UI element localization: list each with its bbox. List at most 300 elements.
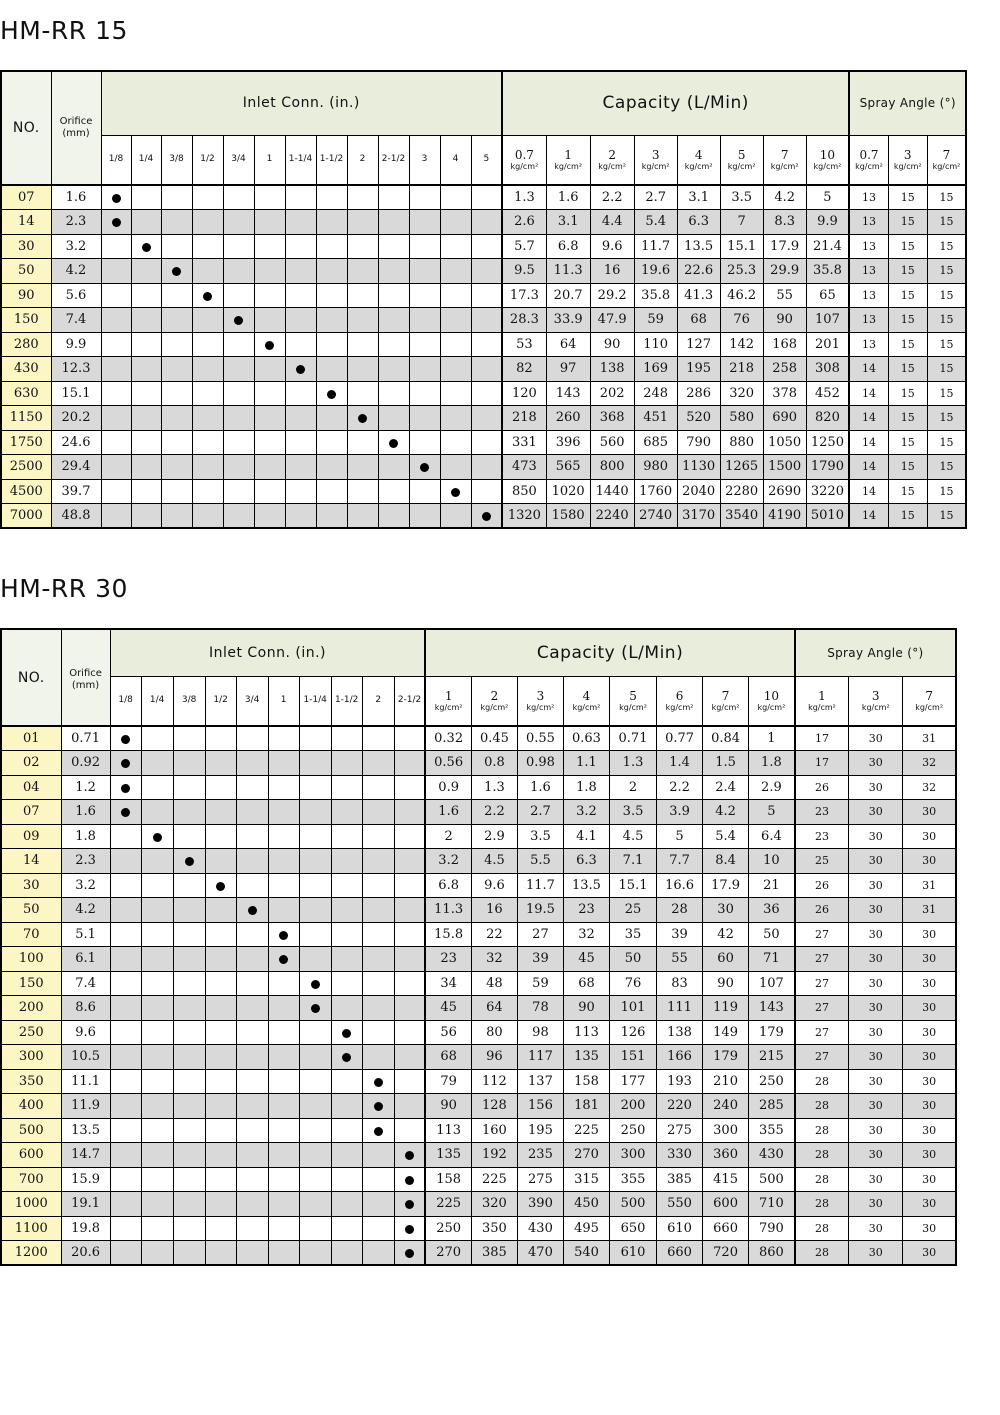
inlet-cell xyxy=(285,504,316,529)
spray-angle-value: 15 xyxy=(927,357,966,382)
inlet-cell xyxy=(131,283,161,308)
table-row xyxy=(1,504,966,529)
inlet-cell xyxy=(236,971,268,996)
inlet-cell xyxy=(141,775,173,800)
orifice-value: 14.7 xyxy=(61,1143,110,1168)
inlet-cell xyxy=(471,479,502,504)
inlet-cell xyxy=(192,283,223,308)
inlet-cell xyxy=(236,1118,268,1143)
inlet-cell xyxy=(378,504,409,529)
orifice-value: 19.8 xyxy=(61,1216,110,1241)
inlet-cell xyxy=(268,775,299,800)
spray-angle-value: 27 xyxy=(795,1045,849,1070)
inlet-cell xyxy=(268,996,299,1021)
capacity-value: 90 xyxy=(425,1094,471,1119)
inlet-cell xyxy=(254,308,285,333)
inlet-cell xyxy=(331,800,362,825)
capacity-value: 1130 xyxy=(677,455,720,480)
spray-angle-value: 14 xyxy=(849,430,888,455)
inlet-selected-dot-icon xyxy=(405,1225,414,1234)
inlet-size-header: 2 xyxy=(347,135,378,185)
capacity-value: 15.1 xyxy=(720,234,763,259)
pressure-value: 7 xyxy=(925,688,933,703)
inlet-cell xyxy=(161,406,192,431)
inlet-cell xyxy=(299,1143,331,1168)
inlet-cell xyxy=(394,1069,425,1094)
model-number: 100 xyxy=(1,947,61,972)
capacity-value: 71 xyxy=(749,947,795,972)
inlet-cell xyxy=(378,381,409,406)
capacity-value: 195 xyxy=(677,357,720,382)
table-row xyxy=(1,1192,956,1217)
capacity-value: 28 xyxy=(657,898,703,923)
inlet-cell xyxy=(223,259,254,284)
pressure-value: 4 xyxy=(582,688,591,703)
header-row-sub xyxy=(1,135,966,185)
inlet-cell xyxy=(285,357,316,382)
inlet-cell xyxy=(192,332,223,357)
table-row xyxy=(1,996,956,1021)
capacity-pressure-header xyxy=(471,676,517,726)
inlet-cell xyxy=(192,185,223,210)
inlet-cell xyxy=(131,430,161,455)
inlet-cell xyxy=(110,1020,141,1045)
capacity-value: 3540 xyxy=(720,504,763,529)
inlet-cell xyxy=(236,1192,268,1217)
capacity-value: 720 xyxy=(703,1241,749,1266)
model-number: 350 xyxy=(1,1069,61,1094)
inlet-cell xyxy=(131,259,161,284)
capacity-value: 137 xyxy=(517,1069,563,1094)
model-number: 14 xyxy=(1,210,51,235)
inlet-cell xyxy=(161,357,192,382)
inlet-cell xyxy=(192,308,223,333)
table-row xyxy=(1,824,956,849)
capacity-value: 160 xyxy=(471,1118,517,1143)
spray-angle-value: 28 xyxy=(795,1143,849,1168)
inlet-cell xyxy=(192,210,223,235)
inlet-cell xyxy=(394,898,425,923)
capacity-value: 79 xyxy=(425,1069,471,1094)
capacity-value: 45 xyxy=(425,996,471,1021)
capacity-value: 9.9 xyxy=(806,210,849,235)
capacity-value: 1050 xyxy=(763,430,806,455)
orifice-value: 9.6 xyxy=(61,1020,110,1045)
capacity-value: 235 xyxy=(517,1143,563,1168)
spray-angle-value: 30 xyxy=(903,1118,956,1143)
capacity-value: 360 xyxy=(703,1143,749,1168)
inlet-cell xyxy=(331,898,362,923)
inlet-cell xyxy=(110,996,141,1021)
capacity-value: 64 xyxy=(546,332,590,357)
capacity-value: 690 xyxy=(763,406,806,431)
inlet-cell xyxy=(299,1118,331,1143)
inlet-cell xyxy=(173,824,205,849)
capacity-pressure-header xyxy=(677,135,720,185)
pressure-unit: kg/cm² xyxy=(434,702,463,712)
inlet-cell xyxy=(362,849,394,874)
pressure-value: 5 xyxy=(629,688,637,703)
inlet-size-header: 1/8 xyxy=(110,676,141,726)
orifice-value: 1.8 xyxy=(61,824,110,849)
inlet-cell xyxy=(141,1069,173,1094)
inlet-cell xyxy=(331,1045,362,1070)
inlet-cell xyxy=(331,726,362,751)
capacity-value: 7.7 xyxy=(657,849,703,874)
inlet-cell xyxy=(316,283,347,308)
capacity-value: 135 xyxy=(425,1143,471,1168)
inlet-selected-dot-icon xyxy=(405,1151,414,1160)
capacity-value: 39 xyxy=(517,947,563,972)
capacity-pressure-header xyxy=(749,676,795,726)
inlet-cell xyxy=(471,259,502,284)
inlet-cell xyxy=(409,455,440,480)
inlet-cell xyxy=(471,210,502,235)
hm-rr30-table xyxy=(0,628,957,1266)
inlet-cell xyxy=(173,775,205,800)
inlet-cell xyxy=(331,1241,362,1266)
inlet-cell xyxy=(347,455,378,480)
inlet-cell xyxy=(362,947,394,972)
pressure-value: 7 xyxy=(721,688,730,703)
inlet-cell xyxy=(131,357,161,382)
spray-angle-value: 30 xyxy=(849,1020,903,1045)
inlet-cell xyxy=(131,381,161,406)
spray-angle-value: 15 xyxy=(888,332,927,357)
spray-angle-value: 30 xyxy=(903,849,956,874)
inlet-cell xyxy=(101,381,131,406)
orifice-value: 3.2 xyxy=(51,234,101,259)
spray-angle-value: 14 xyxy=(849,381,888,406)
spray-angle-value: 23 xyxy=(795,824,849,849)
capacity-value: 17.9 xyxy=(703,873,749,898)
inlet-cell xyxy=(362,1216,394,1241)
inlet-cell xyxy=(268,1069,299,1094)
model-number: 30 xyxy=(1,873,61,898)
capacity-value: 25 xyxy=(610,898,657,923)
inlet-cell xyxy=(285,479,316,504)
pressure-value: 7 xyxy=(780,147,789,162)
spray-angle-value: 27 xyxy=(795,947,849,972)
orifice-value: 3.2 xyxy=(61,873,110,898)
inlet-cell xyxy=(205,775,236,800)
capacity-value: 11.7 xyxy=(634,234,677,259)
inlet-cell xyxy=(362,1167,394,1192)
inlet-cell xyxy=(141,996,173,1021)
inlet-selected-dot-icon xyxy=(358,414,367,423)
inlet-cell xyxy=(110,1241,141,1266)
spray-angle-value: 28 xyxy=(795,1069,849,1094)
capacity-value: 600 xyxy=(703,1192,749,1217)
orifice-value: 11.1 xyxy=(61,1069,110,1094)
spray-angle-value: 30 xyxy=(903,1192,956,1217)
capacity-value: 1.3 xyxy=(610,751,657,776)
capacity-value: 11.3 xyxy=(546,259,590,284)
hm-rr15-table xyxy=(0,70,967,529)
capacity-value: 3.5 xyxy=(610,800,657,825)
pressure-value: 0.7 xyxy=(859,147,879,162)
inlet-cell xyxy=(173,726,205,751)
inlet-cell xyxy=(394,1118,425,1143)
capacity-value: 540 xyxy=(563,1241,609,1266)
inlet-cell xyxy=(223,357,254,382)
capacity-value: 1020 xyxy=(546,479,590,504)
capacity-value: 3.5 xyxy=(517,824,563,849)
capacity-value: 59 xyxy=(634,308,677,333)
capacity-value: 300 xyxy=(610,1143,657,1168)
col-header-orifice: Orifice (mm) xyxy=(51,71,101,185)
capacity-value: 415 xyxy=(703,1167,749,1192)
inlet-selected-dot-icon xyxy=(405,1200,414,1209)
inlet-size-header: 5 xyxy=(471,135,502,185)
table-row xyxy=(1,455,966,480)
pressure-value: 3 xyxy=(651,147,660,162)
inlet-cell xyxy=(394,1167,425,1192)
header-row-sub xyxy=(1,676,956,726)
hm-rr30-title: HM-RR 30 xyxy=(0,574,128,603)
inlet-cell xyxy=(173,1045,205,1070)
header-row-groups xyxy=(1,629,956,676)
capacity-value: 500 xyxy=(610,1192,657,1217)
inlet-cell xyxy=(299,922,331,947)
inlet-cell xyxy=(161,455,192,480)
inlet-cell xyxy=(299,873,331,898)
capacity-pressure-header xyxy=(634,135,677,185)
orifice-value: 1.6 xyxy=(61,800,110,825)
model-number: 250 xyxy=(1,1020,61,1045)
spray-pressure-header xyxy=(849,135,888,185)
inlet-cell xyxy=(223,381,254,406)
capacity-value: 112 xyxy=(471,1069,517,1094)
capacity-value: 158 xyxy=(425,1167,471,1192)
capacity-value: 378 xyxy=(763,381,806,406)
inlet-cell xyxy=(205,726,236,751)
inlet-cell xyxy=(161,332,192,357)
inlet-cell xyxy=(141,1045,173,1070)
capacity-value: 355 xyxy=(749,1118,795,1143)
spray-angle-value: 32 xyxy=(903,751,956,776)
spray-angle-value: 15 xyxy=(888,381,927,406)
capacity-value: 34 xyxy=(425,971,471,996)
table-row xyxy=(1,479,966,504)
inlet-cell xyxy=(192,381,223,406)
inlet-cell xyxy=(131,234,161,259)
inlet-cell xyxy=(299,1045,331,1070)
inlet-cell xyxy=(331,1118,362,1143)
inlet-size-header: 1 xyxy=(254,135,285,185)
spray-angle-value: 30 xyxy=(903,1045,956,1070)
capacity-value: 65 xyxy=(806,283,849,308)
inlet-cell xyxy=(192,504,223,529)
capacity-value: 1500 xyxy=(763,455,806,480)
inlet-selected-dot-icon xyxy=(248,906,257,915)
capacity-value: 25.3 xyxy=(720,259,763,284)
capacity-value: 192 xyxy=(471,1143,517,1168)
inlet-cell xyxy=(299,996,331,1021)
inlet-cell xyxy=(161,381,192,406)
hm-rr15-title: HM-RR 15 xyxy=(0,16,128,45)
inlet-selected-dot-icon xyxy=(172,267,181,276)
inlet-cell xyxy=(254,504,285,529)
inlet-cell xyxy=(409,332,440,357)
inlet-cell xyxy=(316,234,347,259)
spray-angle-value: 30 xyxy=(849,1069,903,1094)
capacity-value: 430 xyxy=(517,1216,563,1241)
capacity-value: 470 xyxy=(517,1241,563,1266)
spray-angle-value: 30 xyxy=(849,873,903,898)
pressure-unit: kg/cm² xyxy=(554,161,583,171)
capacity-value: 218 xyxy=(502,406,546,431)
capacity-value: 2 xyxy=(425,824,471,849)
inlet-cell xyxy=(347,185,378,210)
capacity-value: 6.3 xyxy=(563,849,609,874)
inlet-cell xyxy=(440,381,471,406)
inlet-cell xyxy=(161,210,192,235)
inlet-cell xyxy=(141,726,173,751)
capacity-value: 1320 xyxy=(502,504,546,529)
inlet-cell xyxy=(173,1069,205,1094)
capacity-value: 3170 xyxy=(677,504,720,529)
inlet-cell xyxy=(316,259,347,284)
model-number: 400 xyxy=(1,1094,61,1119)
capacity-value: 1.5 xyxy=(703,751,749,776)
table-row xyxy=(1,800,956,825)
inlet-cell xyxy=(471,308,502,333)
inlet-cell xyxy=(110,751,141,776)
inlet-cell xyxy=(362,1241,394,1266)
inlet-cell xyxy=(101,504,131,529)
capacity-value: 4.5 xyxy=(610,824,657,849)
capacity-value: 50 xyxy=(610,947,657,972)
spray-angle-value: 30 xyxy=(903,1216,956,1241)
orifice-value: 7.4 xyxy=(61,971,110,996)
capacity-value: 126 xyxy=(610,1020,657,1045)
spray-angle-value: 30 xyxy=(903,1241,956,1266)
capacity-value: 2.9 xyxy=(471,824,517,849)
inlet-cell xyxy=(471,234,502,259)
inlet-cell xyxy=(394,873,425,898)
inlet-cell xyxy=(110,1094,141,1119)
inlet-cell xyxy=(110,800,141,825)
capacity-value: 23 xyxy=(563,898,609,923)
capacity-value: 68 xyxy=(563,971,609,996)
pressure-value: 1 xyxy=(564,147,572,162)
inlet-cell xyxy=(378,185,409,210)
spray-angle-value: 27 xyxy=(795,996,849,1021)
inlet-size-header: 1-1/2 xyxy=(331,676,362,726)
capacity-value: 250 xyxy=(610,1118,657,1143)
capacity-value: 23 xyxy=(425,947,471,972)
inlet-cell xyxy=(440,234,471,259)
inlet-cell xyxy=(205,898,236,923)
inlet-cell xyxy=(173,849,205,874)
capacity-value: 181 xyxy=(563,1094,609,1119)
inlet-size-header: 1-1/4 xyxy=(285,135,316,185)
capacity-value: 355 xyxy=(610,1167,657,1192)
capacity-value: 113 xyxy=(425,1118,471,1143)
capacity-value: 7 xyxy=(720,210,763,235)
capacity-value: 650 xyxy=(610,1216,657,1241)
capacity-value: 3.2 xyxy=(425,849,471,874)
inlet-cell xyxy=(409,430,440,455)
capacity-value: 790 xyxy=(677,430,720,455)
inlet-cell xyxy=(254,357,285,382)
capacity-value: 68 xyxy=(425,1045,471,1070)
capacity-pressure-header xyxy=(703,676,749,726)
inlet-cell xyxy=(205,996,236,1021)
orifice-value: 10.5 xyxy=(61,1045,110,1070)
inlet-selected-dot-icon xyxy=(185,857,194,866)
inlet-cell xyxy=(285,332,316,357)
capacity-value: 350 xyxy=(471,1216,517,1241)
spray-angle-value: 17 xyxy=(795,726,849,751)
spray-angle-value: 28 xyxy=(795,1192,849,1217)
capacity-value: 0.84 xyxy=(703,726,749,751)
capacity-value: 790 xyxy=(749,1216,795,1241)
model-number: 300 xyxy=(1,1045,61,1070)
inlet-size-header: 1/4 xyxy=(131,135,161,185)
spray-angle-value: 15 xyxy=(927,381,966,406)
orifice-value: 48.8 xyxy=(51,504,101,529)
capacity-value: 2.7 xyxy=(634,185,677,210)
spray-angle-value: 27 xyxy=(795,922,849,947)
pressure-value: 5 xyxy=(737,147,746,162)
capacity-value: 22 xyxy=(471,922,517,947)
capacity-value: 158 xyxy=(563,1069,609,1094)
capacity-value: 156 xyxy=(517,1094,563,1119)
spray-angle-value: 26 xyxy=(795,873,849,898)
inlet-cell xyxy=(331,1143,362,1168)
inlet-selected-dot-icon xyxy=(327,390,336,399)
capacity-value: 550 xyxy=(657,1192,703,1217)
inlet-selected-dot-icon xyxy=(112,194,121,203)
inlet-cell xyxy=(471,332,502,357)
capacity-value: 21.4 xyxy=(806,234,849,259)
inlet-cell xyxy=(378,455,409,480)
inlet-selected-dot-icon xyxy=(142,243,151,252)
orifice-value: 1.6 xyxy=(51,185,101,210)
capacity-value: 210 xyxy=(703,1069,749,1094)
capacity-pressure-header xyxy=(425,676,471,726)
capacity-value: 11.3 xyxy=(425,898,471,923)
inlet-cell xyxy=(299,898,331,923)
capacity-value: 1265 xyxy=(720,455,763,480)
inlet-cell xyxy=(205,751,236,776)
inlet-cell xyxy=(299,1216,331,1241)
capacity-value: 451 xyxy=(634,406,677,431)
capacity-value: 35.8 xyxy=(806,259,849,284)
inlet-cell xyxy=(299,824,331,849)
model-number: 1000 xyxy=(1,1192,61,1217)
capacity-value: 42 xyxy=(703,922,749,947)
table-row xyxy=(1,1045,956,1070)
pressure-unit: kg/cm² xyxy=(598,161,627,171)
capacity-value: 396 xyxy=(546,430,590,455)
spray-angle-value: 30 xyxy=(903,1069,956,1094)
inlet-cell xyxy=(394,751,425,776)
inlet-cell xyxy=(254,430,285,455)
inlet-cell xyxy=(347,308,378,333)
inlet-cell xyxy=(101,210,131,235)
table-row xyxy=(1,898,956,923)
pressure-value: 10 xyxy=(819,147,836,162)
inlet-cell xyxy=(173,1143,205,1168)
spray-pressure-header xyxy=(888,135,927,185)
spray-angle-value: 32 xyxy=(903,775,956,800)
inlet-cell xyxy=(440,406,471,431)
capacity-value: 135 xyxy=(563,1045,609,1070)
inlet-cell xyxy=(362,824,394,849)
